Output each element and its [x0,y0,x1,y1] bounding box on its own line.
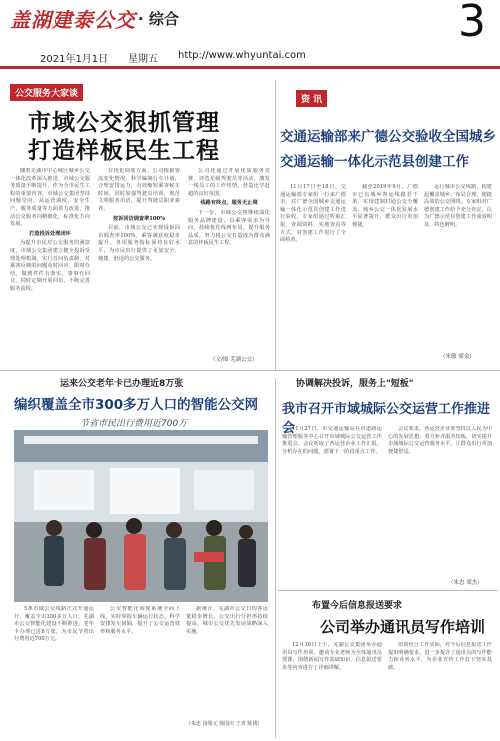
paragraph: 随着芜湖市中心城区城乡公交一体化改革深入推进，市域公交服务质量不断提升。作为全市民生工程的重要内容，市域公交集团坚持问题导向，从运营调度、安全生产、服务质量等方面着力改进，推动公交服务向精细化、标准化方向发展。 [10,168,90,228]
bottom-right-title: 公司举办通讯员写作培训 [320,618,486,636]
left-article-title-line2: 打造样板民生工程 [28,138,220,164]
center-article-kicker: 运来公交老年卡已办理近8万张 [60,379,184,389]
section-label: · 综合 [138,10,179,28]
paragraph: 在优化调度方面，公司根据客流变化情况，科学编制行车计划，合理安排运力，有效缩短乘客候车时间。同时加强驾驶员培训，规范文明服务用语，提升驾驶员职业素养。 [98,168,180,212]
paragraph: 5条市域公交线路正式开通运行，覆盖全市300多万人口。芜湖市公交智能化建设不断推进，老年卡办理已近8万张，为市民节省出行费用近700万元。 [14,606,94,643]
center-article-col2 [100,606,180,734]
right-article-col2 [352,184,418,360]
website-url[interactable]: http://www.whyuntai.com [178,50,306,61]
mid-right-byline: （朱忠 梁杰） [448,580,483,586]
left-article-title-line1: 市域公交狠抓管理 [28,110,220,136]
mid-right-col1 [282,426,382,566]
mid-right-title: 我市召开市域城际公交运营工作推进会 [282,402,491,436]
right-article-col1 [280,184,346,360]
center-article-title: 编织覆盖全市300多万人口的智能公交网 [14,397,259,413]
right-article-col3 [424,184,492,360]
paragraph: 运行城市公交线路，构建起覆盖城乡、布局合理、便捷高效的公交网络。专家组对广德创建工作给予充分肯定，认为广德示范县创建工作成效明显，特色鲜明。 [424,184,492,228]
station-photo-image [14,430,268,602]
paragraph: 12月30日上午，芜湖公交集团举办通讯员写作培训，邀请专业老师为全体通讯员授课，围绕新闻写作基础知识、信息报送要求等内容进行了详细讲解。 [282,642,382,671]
paragraph: 11月27日，市交通运输局在市道路运输管理服务中心召开市域城际公交运营工作推进会，会议听取了各运营企业工作汇报，分析存在的问题，部署下一阶段重点工作。 [282,426,382,455]
bottom-right-col1 [282,642,382,736]
section-tag-right: 资 讯 [296,90,327,107]
page-number: 3 [458,0,486,47]
left-article-col3 [188,168,270,362]
subheading: 打造投诉处理闭环 [29,230,71,237]
right-article-byline: （朱敏 梁金） [440,354,475,360]
paragraph: 目前，市域公交已实现投诉回访调查率100%，乘客满意度稳步提升，各项服务指标保持良好水平，为市民出行提供了更加安全、便捷、舒适的公交服务。 [98,225,180,262]
paragraph: 11月17日至18日，交通运输部专家组一行来广德市，对广德全国城乡交通运输一体化示范县创建工作进行验收。专家组通过听取汇报、查阅资料、实地查看等方式，对创建工作进行了全面检查。 [280,184,346,244]
paragraph: 公司还通过开展优质服务竞赛、评选星级驾驶员等活动，激发一线员工的工作热情，营造比学赶超的良好氛围。 [188,168,270,197]
station-photo [14,430,268,602]
left-article-byline: （文/图 芜湖公交） [210,357,258,363]
center-article-col3 [186,606,268,718]
subheading: 按诉回访调查率100% [112,215,166,222]
right-article-title-line1: 交通运输部来广德公交验收全国城乡 [280,129,496,145]
paragraph: 为提升市民对公交服务的满意度，市域公交集团建立健全投诉受理处理机制，实行首问负责制，对乘客反映的问题及时回应、限时办结，做到件件有落实、事事有回音。同时定期开展回访，不断完善服务流程。 [10,240,90,292]
masthead-divider [0,66,500,69]
paragraph: 下一步，市域公交将继续深化服务品牌建设，以乘客需求为导向，持续优化线网布局，提升服务品质，努力将公交打造成为群众满意的样板民生工程。 [188,209,270,247]
column-divider [275,80,276,370]
masthead-title: 盖湖建泰公交 [10,8,136,32]
left-article-col1 [10,168,90,362]
section-tag-left: 公交服务大家谈 [10,84,83,101]
right-article-title-line2: 交通运输一体化示范县创建工作 [280,154,469,170]
column-divider [275,378,276,738]
issue-date: 2021年1月1日 [40,54,109,65]
section-divider [0,370,500,371]
left-article-col2 [98,168,180,362]
section-divider [278,590,498,591]
paragraph: 据统计，芜湖市公交日均客运量稳步增长，公交出行分担率持续提高，城市公交优先发展战略深入实施。 [186,606,268,635]
bottom-right-col2 [388,642,492,736]
mid-right-col2 [388,426,492,566]
paragraph: 截至2019年9月，广德市已有城乡客运线路若干条，实现建制村通公交全覆盖，城乡公交一体化发展水平显著提升，群众出行更加便捷。 [352,184,418,228]
paragraph: 培训结合工作实际，对今后信息报送工作提出明确要求，进一步提升了通讯员的写作能力和业务水平，为企业宣传工作打下坚实基础。 [388,642,492,671]
issue-weekday: 星期五 [128,54,158,65]
subheading: 线路有终点，服务无止境 [200,200,258,207]
center-article-col1 [14,606,94,734]
center-article-byline: （朱忠 汤梁元 徐国庆 王青 陈钱） [186,721,263,727]
paragraph: 公交智能化调度系统全面上线，实时掌握车辆运行状态，科学安排发车间隔，提升了公交运营效率和服务水平。 [100,606,180,635]
center-article-subtitle: 节省市民出行费用近700万 [80,419,188,429]
mid-right-kicker: 协调解决投诉，服务上"短板" [296,379,414,389]
bottom-right-kicker: 布置今后信息报送要求 [312,601,403,611]
paragraph: 会议要求，各运营企业要坚持以人民为中心的发展思想，着力补齐服务短板，切实提升市域城际公交运营服务水平，让群众出行更加便捷舒适。 [388,426,492,455]
